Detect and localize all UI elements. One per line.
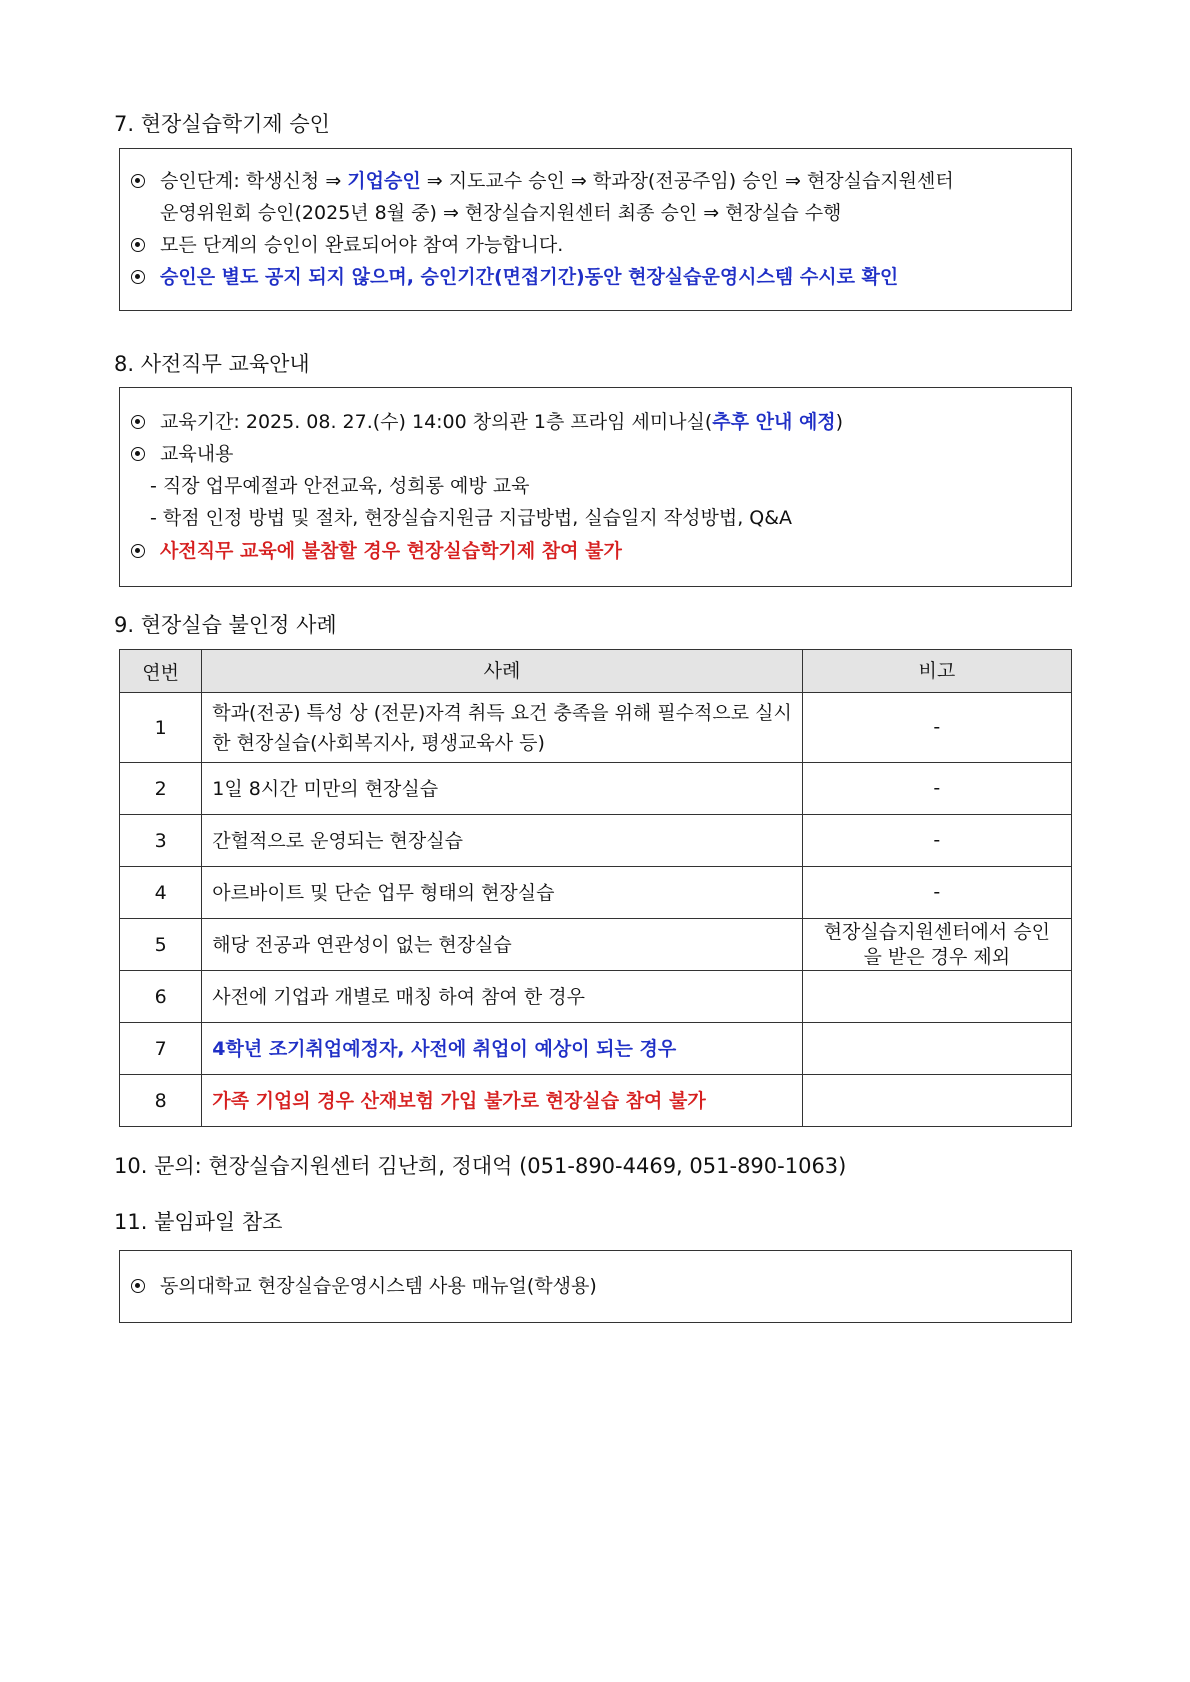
circled-dot-bullet-icon [131,1279,145,1293]
non-recognition-cases-table [119,649,1072,1127]
table-row: 6 사전에 기업과 개별로 매칭 하여 참여 한 경우 [120,971,1072,1023]
table-header-row [120,650,1072,693]
column-header-case: 사례 [202,650,802,693]
section-8-box: 교육기간: 2025. 08. 27.(수) 14:00 창의관 1층 프라임 세미나실(추후 안내 예정) 교육내용 - 직장 업무예절과 안전교육, 성희롱 예방 교육 - 학점 인정 방법 및 절차, 현장실습지원금 지급방법, 실습일지 작성방법, Q&A 사전직무 교육에 불참할 경우 현장실습학기제 참여 불가 [119,387,1072,587]
approval-steps-text-c: ⇒ 지도교수 승인 ⇒ 학과장(전공주임) 승인 ⇒ 현장실습지원센터 [420,170,954,192]
circled-dot-bullet-icon [131,270,145,284]
circled-dot-bullet-icon [131,238,145,252]
approval-steps-text-a: 승인단계: 학생신청 ⇒ [160,170,348,192]
column-header-note: 비고 [802,650,1071,693]
circled-dot-bullet-icon [131,415,145,429]
circled-dot-bullet-icon [131,544,145,558]
table-row: 1 학과(전공) 특성 상 (전문)자격 취득 요건 충족을 위해 필수적으로 실시한 현장실습(사회복지사, 평생교육사 등) - [120,693,1072,763]
company-approval-emphasis: 기업승인 [347,170,421,192]
section-9-heading: 9. 현장실습 불인정 사례 [114,613,337,637]
column-header-no: 연번 [120,650,202,693]
section-11-box: 동의대학교 현장실습운영시스템 사용 매뉴얼(학생용) [119,1250,1072,1323]
table-row: 4 아르바이트 및 단순 업무 형태의 현장실습 - [120,867,1072,919]
section-7-box: 승인단계: 학생신청 ⇒ 기업승인 ⇒ 지도교수 승인 ⇒ 학과장(전공주임) 승인 ⇒ 현장실습지원센터 운영위원회 승인(2025년 8월 중) ⇒ 현장실습지원센터 최종 승인 ⇒ 현장실습 수행 모든 단계의 승인이 완료되어야 참여 가능합니다. 승인은 별도 공지 되지 않으며, 승인기간(면접기간)동안 현장실습운영시스템 수시로 확인 [119,148,1072,311]
table-row: 5 해당 전공과 연관성이 없는 현장실습 현장실습지원센터에서 승인을 받은 경우 제외 [120,919,1072,971]
circled-dot-bullet-icon [131,447,145,461]
section-7-heading: 7. 현장실습학기제 승인 [114,112,330,136]
circled-dot-bullet-icon [131,174,145,188]
section-11-heading: 11. 붙임파일 참조 [114,1210,283,1234]
section-8-heading: 8. 사전직무 교육안내 [114,352,310,376]
table-row: 7 4학년 조기취업예정자, 사전에 취업이 예상이 되는 경우 [120,1023,1072,1075]
table-row: 2 1일 8시간 미만의 현장실습 - [120,763,1072,815]
table-row: 8 가족 기업의 경우 산재보험 가입 불가로 현장실습 참여 불가 [120,1075,1072,1127]
section-10-contact: 10. 문의: 현장실습지원센터 김난희, 정대억 (051-890-4469, 051-890-1063) [114,1154,847,1178]
table-row: 3 간헐적으로 운영되는 현장실습 - [120,815,1072,867]
later-notice-emphasis: 추후 안내 예정 [712,411,836,433]
